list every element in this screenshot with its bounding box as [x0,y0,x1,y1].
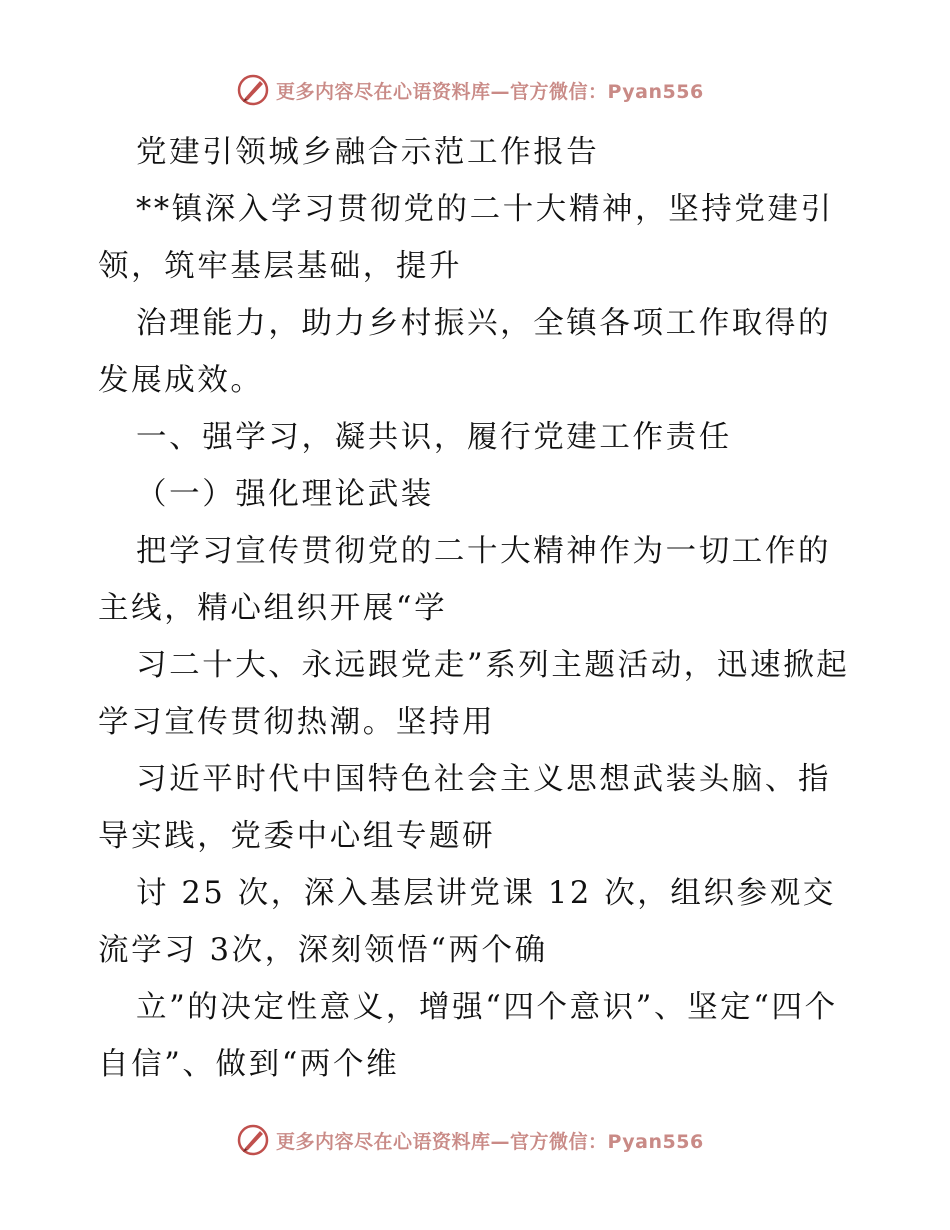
watermark-banner-top [236,72,704,108]
paragraph: 习二十大、永远跟党走”系列主题活动，迅速掀起学习宣传贯彻热潮。坚持用 [98,648,850,740]
paragraph: **镇深入学习贯彻党的二十大精神，坚持党建引领，筑牢基层基础，提升 [98,192,834,284]
paragraph: 习近平时代中国特色社会主义思想武装头脑、指导实践，党委中心组专题研 [98,762,832,854]
watermark-text: 更多内容尽在心语资料库—官方微信：Pyan556 [276,80,704,103]
watermark-text: 更多内容尽在心语资料库—官方微信：Pyan556 [276,1130,704,1153]
pen-logo-icon [236,73,270,107]
subsection-heading: （一）强化理论武装 [136,477,434,512]
paragraph: 立”的决定性意义，增强“四个意识”、坚定“四个自信”、做到“两个维 [98,990,838,1082]
paragraph: 治理能力，助力乡村振兴，全镇各项工作取得的发展成效。 [98,306,832,398]
paragraph: 讨 25 次，深入基层讲党课 12 次，组织参观交流学习 3次，深刻领悟“两个确 [98,876,836,968]
document-title: 党建引领城乡融合示范工作报告 [136,135,600,170]
paragraph: 把学习宣传贯彻党的二十大精神作为一切工作的主线，精心组织开展“学 [98,534,832,626]
section-heading: 一、强学习，凝共识，履行党建工作责任 [136,420,732,455]
watermark-banner-bottom [236,1122,704,1158]
document-body [98,124,858,1093]
pen-logo-icon [236,1123,270,1157]
